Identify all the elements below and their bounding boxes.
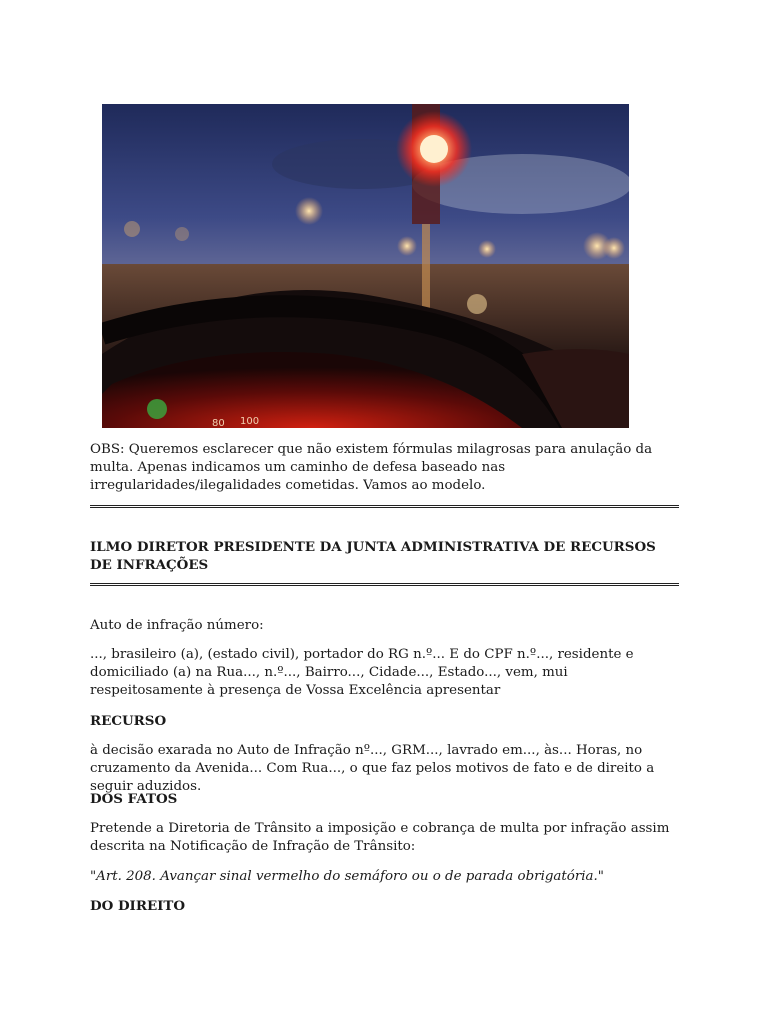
gauge-label-80: 80 bbox=[212, 418, 225, 428]
gauge-label-100: 100 bbox=[240, 416, 260, 427]
dos-fatos-heading: DOS FATOS bbox=[90, 791, 178, 807]
addressee-heading: ILMO DIRETOR PRESIDENTE DA JUNTA ADMINISTRATIVA DE RECURSOS DE INFRAÇÕES bbox=[90, 539, 656, 574]
double-rule-top bbox=[90, 505, 679, 508]
do-direito-heading: DO DIREITO bbox=[90, 898, 186, 914]
pretende-paragraph: Pretende a Diretoria de Trânsito a imposição e cobrança de multa por infração assim descrita na Notificação de Infração de Trânsito: bbox=[90, 821, 670, 855]
recurso-heading: RECURSO bbox=[90, 713, 167, 729]
obs-paragraph: OBS: Queremos esclarecer que não existem fórmulas milagrosas para anulação da multa. Apenas indicamos um caminho de defesa baseado nas irregularidades/ilegalidades cometidas. Vamos ao modelo. bbox=[90, 442, 653, 494]
qualificacao-paragraph: ..., brasileiro (a), (estado civil), portador do RG n.º... E do CPF n.º..., residente e domiciliado (a) na Rua..., n.º..., Bairro..., Cidade..., Estado..., vem, mui respeitosamente à presença de Vossa Excelência apresentar bbox=[90, 647, 634, 699]
double-rule-bottom bbox=[90, 583, 679, 586]
artigo-quote: "Art. 208. Avançar sinal vermelho do semáforo ou o de parada obrigatória." bbox=[90, 869, 604, 884]
photo-illustration bbox=[102, 104, 629, 428]
dashboard-traffic-light-photo bbox=[102, 104, 629, 428]
auto-infracao-label: Auto de infração número: bbox=[90, 618, 264, 633]
decisao-paragraph: à decisão exarada no Auto de Infração nº..., GRM..., lavrado em..., às... Horas, no cruzamento da Avenida... Com Rua..., o que faz pelos motivos de fato e de direito a seguir aduzidos. bbox=[90, 743, 655, 795]
